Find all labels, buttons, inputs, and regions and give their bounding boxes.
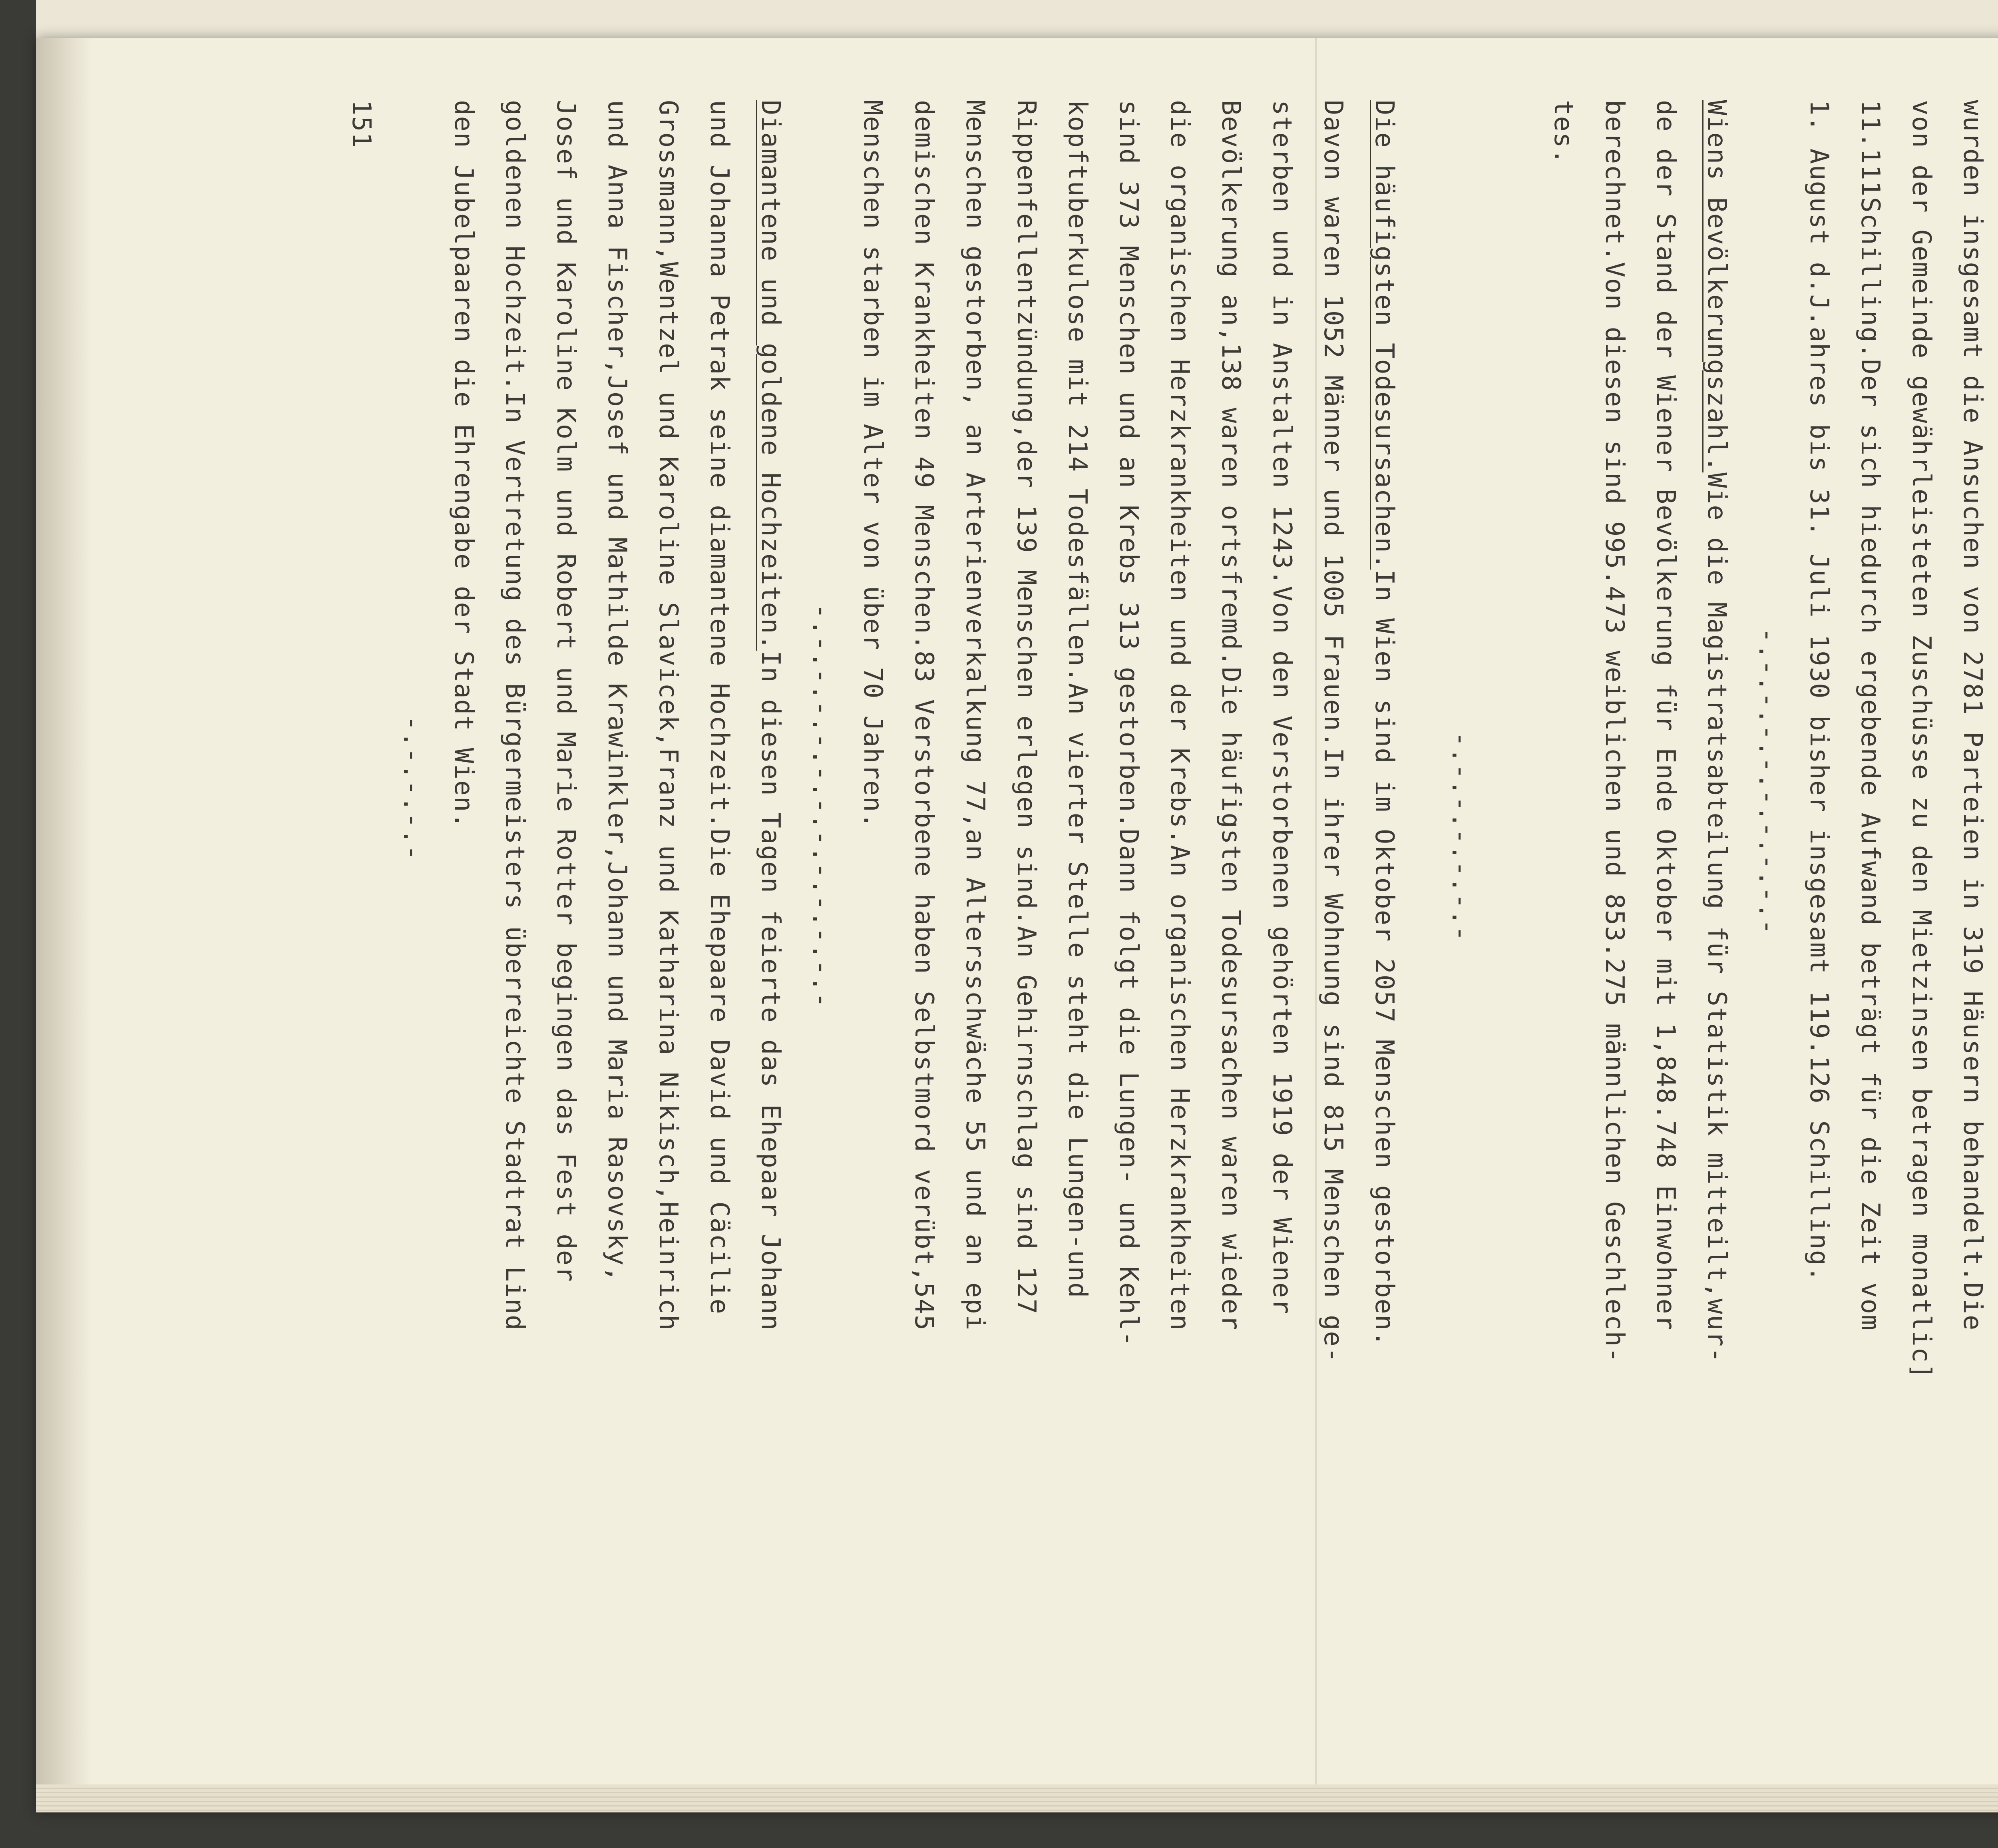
section-todesursachen-first-line — [1359, 100, 1410, 1603]
text-line: und Anna Fischer,Josef und Mathilde Krawinkler,Johann und Maria Rasovsky, — [602, 100, 632, 1282]
section-text: In diesen Tagen feierte das Ehepaar Johann — [756, 651, 785, 1331]
section-heading: Diamantene und goldene Hochzeiten. — [756, 100, 785, 651]
text-line: Menschen starben im Alter von über 70 Jahren. — [858, 100, 888, 829]
text-line: den Jubelpaaren die Ehrengabe der Stadt Wien. — [449, 100, 478, 829]
text-line: Davon waren 1052 Männer und 1005 Frauen.In ihrer Wohnung sind 815 Menschen ge- — [1318, 100, 1348, 1364]
section-text: In Wien sind im Oktober 2057 Menschen gestorben. — [1369, 570, 1399, 1347]
text-line: kopftuberkulose mit 214 Todesfällen.An vierter Stelle steht die Lungen-und — [1063, 100, 1092, 1299]
footer-code: 151 — [346, 100, 376, 149]
text-line: von der Gemeinde gewährleisteten Zuschüsse zu den Mietzinsen betragen monatlic] — [1906, 100, 1936, 1380]
page-stack-edges — [36, 1784, 1998, 1812]
section-separator: -.-.-.-.-.-.-.-.-.- — [1753, 627, 1783, 936]
section-separator: -.-.-.-.-.-.-.-.-.-.-.-.- — [807, 603, 836, 1009]
section-separator: -.-.-.-.-.-.- — [1446, 731, 1476, 942]
text-line: und Johanna Petrak seine diamantene Hochzeit.Die Ehepaare David und Cäcilie — [704, 100, 734, 1315]
text-line: sterben und in Anstalten 1243.Von den Verstorbenen gehörten 1919 der Wiener — [1267, 100, 1297, 1315]
typed-text-block — [336, 100, 1998, 1603]
text-line: goldenen Hochzeit.In Vertretung des Bürgermeisters überreichte Stadtrat Lind — [500, 100, 529, 1331]
section-heading: Die häufigsten Todesursachen. — [1369, 100, 1399, 570]
text-line: Josef und Karoline Kolm und Robert und Marie Rotter begingen das Fest der — [551, 100, 581, 1282]
text-line: 1. August d.J.ahres bis 31. Juli 1930 bisher insgesamt 119.126 Schilling. — [1804, 100, 1834, 1282]
text-line: demischen Krankheiten 49 Menschen.83 Verstorbene haben Selbstmord verübt,545 — [909, 100, 939, 1331]
text-line: berechnet.Von diesen sind 995.473 weiblichen und 853.275 männlichen Geschlech- — [1600, 100, 1629, 1364]
section-text: Wie die Magistratsabteilung für Statistik mitteilt,wur- — [1702, 472, 1731, 1364]
text-line: wurden insgesamt die Ansuchen von 2781 Parteien in 319 Häusern behandelt.Die — [1958, 100, 1987, 1331]
text-line: tes. — [1548, 100, 1578, 165]
text-line: die organischen Herzkrankheiten und der Krebs.An organischen Herzkrankheiten — [1165, 100, 1194, 1331]
section-hochzeiten-first-line — [745, 100, 796, 1603]
text-line: de der Stand der Wiener Bevölkerung für Ende Oktober mit 1,848.748 Einwohner — [1651, 100, 1680, 1331]
section-heading: Wiens Bevölkerungszahl. — [1702, 100, 1731, 473]
text-line: 11.111Schilling.Der sich hiedurch ergebende Aufwand beträgt für die Zeit vom — [1855, 100, 1885, 1331]
section-bevoelkerung-first-line — [1691, 100, 1742, 1603]
text-line: Grossmann,Wentzel und Karoline Slavicek,Franz und Katharina Nikisch,Heinrich — [653, 100, 683, 1331]
text-line: sind 373 Menschen und an Krebs 313 gestorben.Dann folgt die Lungen- und Kehl- — [1114, 100, 1143, 1347]
text-line: Rippenfellentzündung,der 139 Menschen erlegen sind.An Gehirnschlag sind 127 — [1011, 100, 1041, 1315]
text-line: Menschen gestorben, an Arterienverkalkung 77,an Altersschwäche 55 und an epi — [960, 100, 990, 1331]
binding-gutter — [36, 38, 92, 1812]
section-separator: -.-.-.-.- — [398, 715, 427, 861]
text-line: Bevölkerung an,138 waren ortsfremd.Die häufigsten Todesursachen waren wieder — [1216, 100, 1246, 1331]
